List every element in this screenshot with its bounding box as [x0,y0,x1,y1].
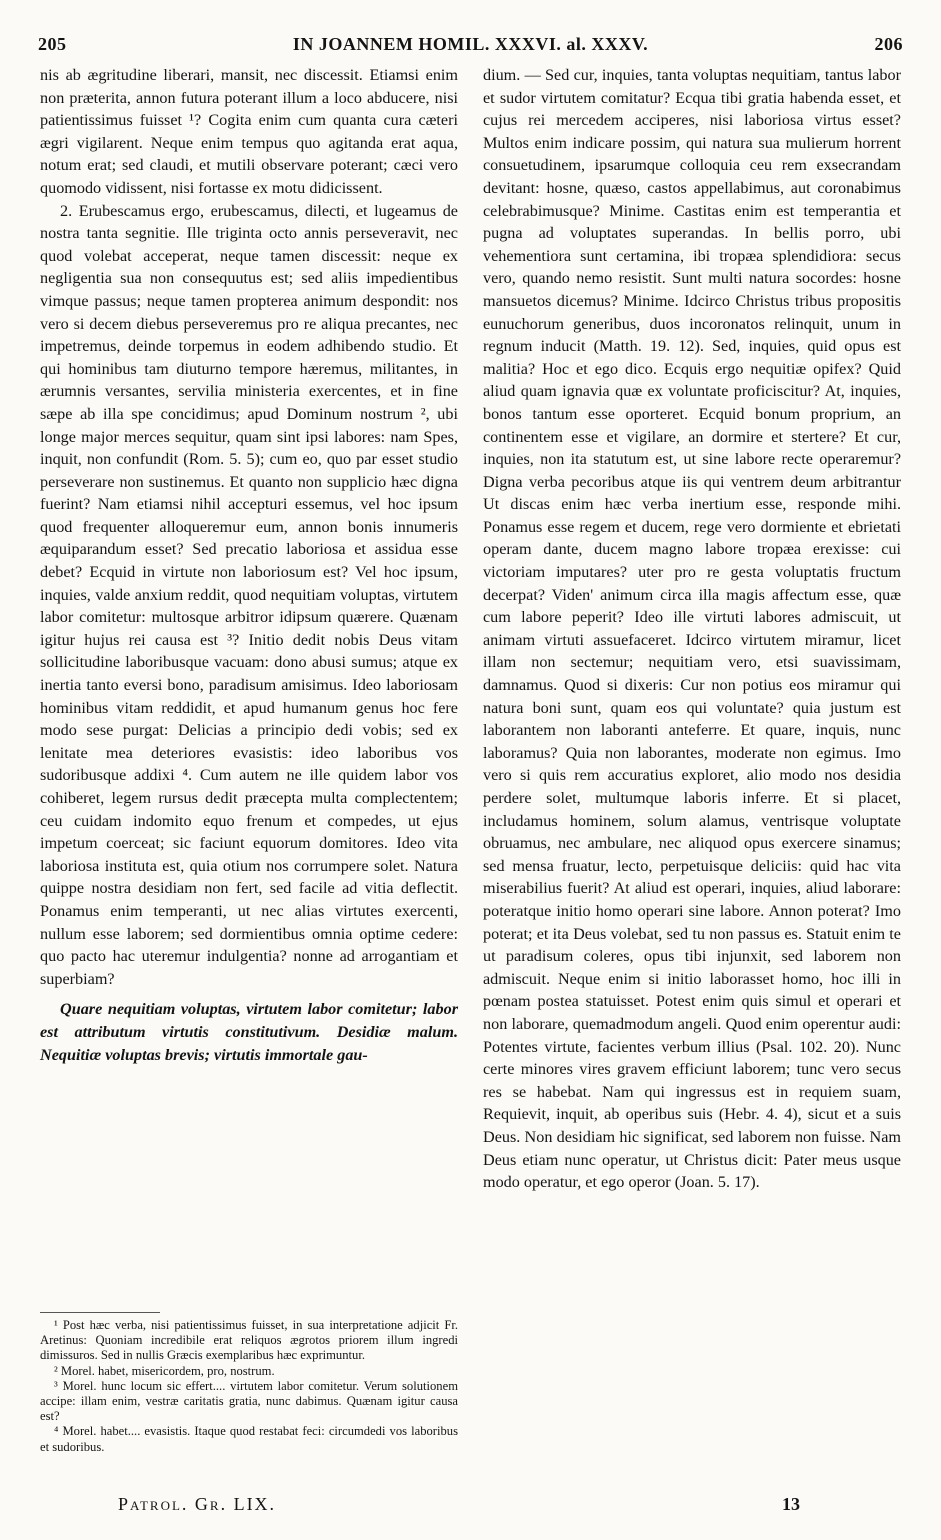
footnote-2: ² Morel. habet, misericordem, pro, nostrum. [54,1363,275,1378]
footer-signature: 13 [782,1494,800,1514]
running-title: IN JOANNEM HOMIL. XXXVI. al. XXXV. [292,34,649,54]
right-column [483,64,901,1194]
right-paragraph-1: dium. — Sed cur, inquies, tanta voluptas nequitiam, tantus labor et sudor virtutem comitatur? Ecqua tibi gratia habenda esset, et cujus rei mercedem acciperes, nisi laboriosa virtus esset? Multos enim indicare possim, qui natura sua mulierum horrent consuetudinem, ipsarumque colloquia ceu rem exsecrandam devitant: hosne, quæso, castos appellabimus, aut coronabimus celebrabimusque? Minime. Castitas enim est temperantia et pugna ad voluptates superandas. In bellis porro, ubi vehementiora sunt certamina, ibi tropæa splendidiora: secus vero, quando nemo resistit. Sunt multi natura socordes: hosne mansuetos dicemus? Minime. Idcirco Christus tribus propositis eunuchorum generibus, duos incoronatos relinquit, unum in regnum inducit (Matth. 19. 12). Sed, inquies, quid opus est malitia? Hoc et ego dico. Ecquis ergo nequitiæ opifex? Quid aliud quam ignavia quæ ex voluntate proficiscitur? At, inquies, bonos tantum esse oporteret. Ecquid bonum proprium, an continentem esse et vigilare, an dormire et stertere? Et cur, inquies, non ita statutum est, ut sine labore recte operaremur? Digna verba pecoribus atque iis qui ventrem deum arbitrantur Ut discas enim hæc verba inertium esse, responde mihi. Ponamus esse regem et ducem, rege vero dormiente et ebrietati operam dante, ducem magno labore tropæa erexisse: cui victoriam imputares? uter pro re gesta voluptatis fructum decerpat? Viden' animum circa illa magis affectum esse, quæ cum labore peperit? Ideo ille virtuti labores admiscuit, ut animam virtuti assuefaceret. Idcirco virtutem miramur, licet illam non sectemur; nequitiam vero, etsi suavissimam, damnamus. Quod si dixeris: Cur non potius eos miramur qui natura boni sunt, quam eos qui voluntate? quia justum est laborantem non laboranti anteferre. Et quare, inquis, nunc laboramus? Quia non laborantes, moderate non egimus. Imo vero si quis rem accuratius exploret, alio modo nos desidia perdere solet, multumque laboris inferre. Et si placet, includamus hominem, solum alamus, ventrisque voluptate obruamus, nec ambulare, nec aliquod opus exercere sinamus; sed mensa fruatur, lecto, perpetuisque deliciis: quid hac vita miserabilius fuerit? At aliud est operari, inquies, aliud laborare: poteratque initio homo operari sine labore. Annon poterat? Imo poterat; et ita Deus volebat, sed tu non passus es. Statuit enim te ut paradisum coleres, opus tibi injunxit, sed laborem non admiscuit. Neque enim si initio laborasset homo, hoc illi in pœnam postea statuisset. Potest enim quis simul et operari et non laborare, quemadmodum angeli. Quod enim operentur audi: Potentes virtute, facientes verbum illius (Psal. 102. 20). Nunc certe minores vires gravem efficiunt laborem; tunc vero secus res se habebat. Nam qui ingressus est in requiem suam, Requievit, inquit, ab operibus suis (Hebr. 4. 4), sicut et a suis Deus. Non desidiam hic significat, sed laborem non fuisse. Nam Deus etiam nunc operatur, ut Christus dicit: Pater meus usque modo operatur, et ego operor (Joan. 5. 17). [483,66,901,1192]
footnote-divider [40,1312,160,1313]
footer-series: Patrol. Gr. LIX. [118,1494,277,1514]
page-header [38,34,903,60]
footnotes [40,1318,458,1455]
chapter-summary: Quare nequitiam voluptas, virtutem labor comitetur; labor est attributum virtutis constitutivum. Desidiæ malum. Nequitiæ voluptas brevis; virtutis immortale gau- [40,1000,458,1064]
page-number-right: 206 [874,34,903,54]
left-paragraph-2: 2. Erubescamus ergo, erubescamus, dilecti, et lugeamus de nostra tanta segnitie. Ille triginta octo annis perseveravit, nec quod volebat acceperat, neque tamen discessit: neque ex negligentia sua non consequutus est; sed aliis impedientibus vimque passus; neque tamen propterea animum despondit: nos vero si decem diebus perseveremus pro re aliqua precantes, nec impetremus, deinde torpemus in eodem adhibendo studio. Et qui hominibus tam diuturno tempore hæremus, militantes, in ærumnis versantes, servilia ministeria exercentes, et in fine sæpe ab illa spe concidimus; apud Dominum nostrum ², ubi longe major merces sequitur, quam sint ipsi labores: nam Spes, inquit, non confundit (Rom. 5. 5); cum eo, quo par esset studio perseverare non sustinemus. Et quanto non supplicio hæc digna fuerint? Nam etiamsi nihil accepturi essemus, vel hoc ipsum quod frequenter alloqueremur eum, annon bonis innumeris æquiparandum esset? Sed precatio laboriosa et assidua esse debet? Ecquid in virtute non laboriosum est? Vel hoc ipsum, inquies, valde anxium reddit, quod nequitiam voluptas, virtutem labor comitetur: multosque arbitror idipsum quærere. Quænam igitur hujus rei causa est ³? Initio dedit nobis Deus vitam sollicitudine laboribusque vacuam: dono abusi sumus; atque ex inertia tanto eversi bono, paradisum amisimus. Ideo laboriosam hominibus vitam reddidit, et apud humanum genus hoc fere modo sese purgat: Delicias a principio dedi vobis; sed ex lenitate mea deteriores evasistis: ideo laboribus vos sudoribusque addixi ⁴. Cum autem ne ille quidem labor vos cohiberet, legem rursus dedit præcepta multa complectentem; ceu cuidam indomito equo frenum et compedes, ut ejus impetum coerceat; sic faciunt equorum domitores. Ideo vita laboriosa instituta est, quia otium nos corrumpere solet. Natura quippe nostra desidiam non fert, sed facile ad vitia deflectit. Ponamus enim temperanti, ut nec alias virtutes exercenti, nullum esse laborem; sed dormientibus omnia optime cedere: quo pacto hac uteremur indulgentia? nonne ad arrogantiam et superbiam? [40,201,458,988]
footnote-1: ¹ Post hæc verba, nisi patientissimus fuisset, in sua interpretatione adjicit Fr. Aretinus: Quoniam incredibile erat reliquos ægrotos priorem illum ingredi dimissuros. Sed in nullis Græcis exemplaribus hæc exprimuntur. [40,1318,458,1363]
page-number-left: 205 [38,34,67,54]
footnote-4: ⁴ Morel. habet.... evasistis. Itaque quod restabat feci: circumdedi vos laboribus et sudoribus. [40,1424,458,1454]
left-paragraph-1: nis ab ægritudine liberari, mansit, nec discessit. Etiamsi enim non præterita, annon futura poterant illum a loco abducere, nisi patientissimus fuisset ¹? Cogita enim cum quanta cura cæteri ægri vigilarent. Neque enim tempus quo agitanda erat aqua, notum erat; sed claudi, et mutili observare poterant; cæci vero quomodo vidissent, nisi fortasse ex motu didicissent. [40,66,458,197]
left-column [40,64,458,1066]
footnote-3: ³ Morel. hunc locum sic effert.... virtutem labor comitetur. Verum solutionem accipe: illam enim, vestræ caritatis gratia, nunc dabimus. Quænam igitur causa est? [40,1378,458,1424]
